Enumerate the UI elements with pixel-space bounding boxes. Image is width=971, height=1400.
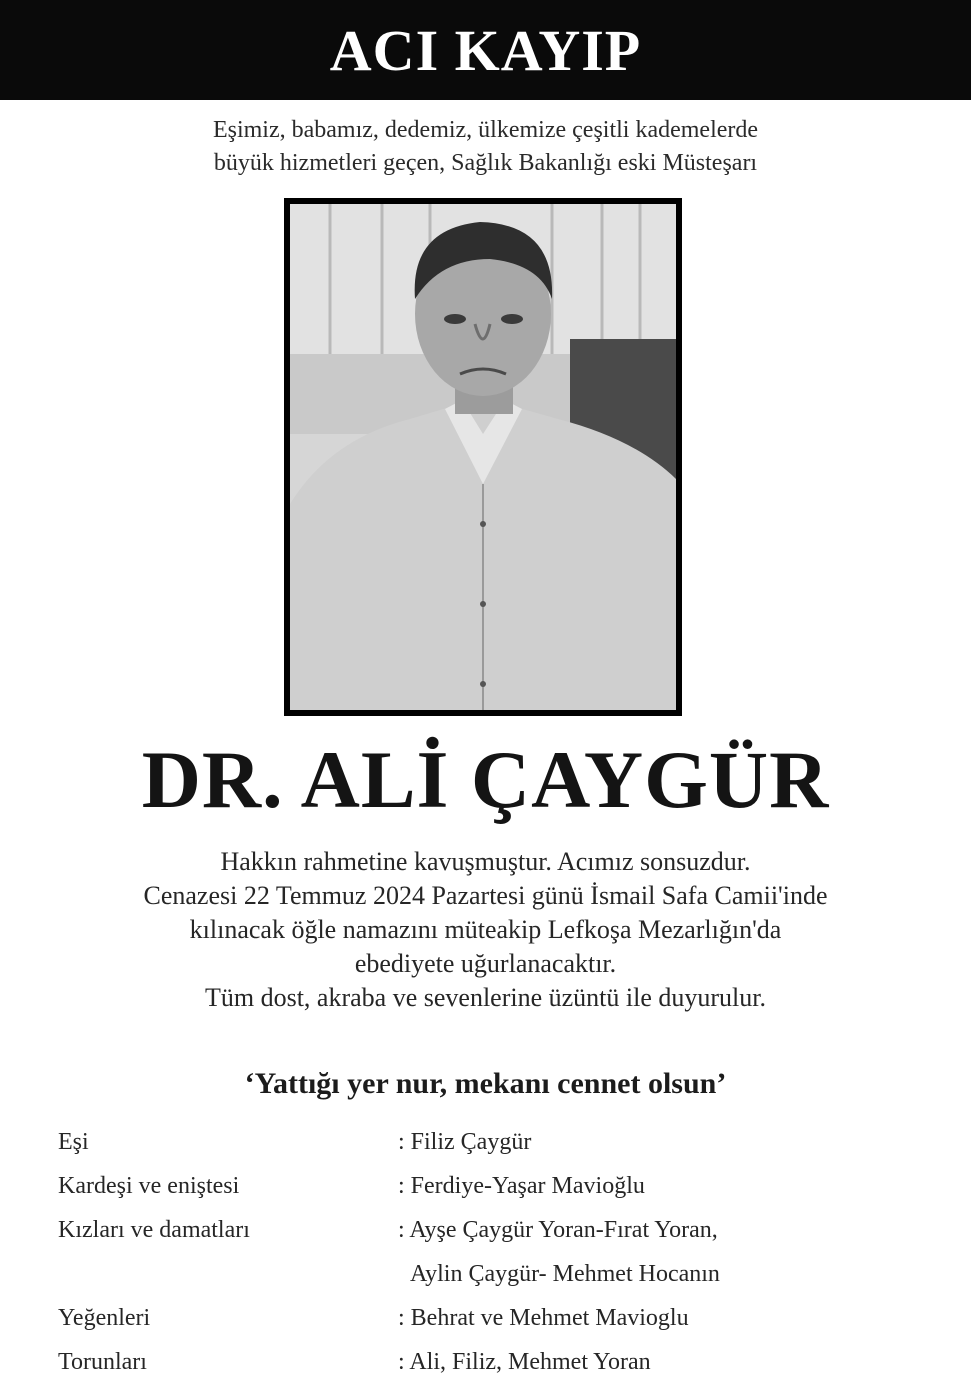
family-value: : Filiz Çaygür	[398, 1129, 532, 1155]
prayer-quote: ‘Yattığı yer nur, mekanı cennet olsun’	[244, 1067, 727, 1100]
family-value: : Behrat ve Mehmet Mavioglu	[398, 1305, 689, 1331]
family-label: Eşi	[58, 1129, 89, 1155]
portrait-frame	[284, 198, 682, 716]
family-value: : Ferdiye-Yaşar Mavioğlu	[398, 1173, 645, 1199]
announcement-line: Tüm dost, akraba ve sevenlerine üzüntü ile duyurulur.	[204, 983, 766, 1012]
header-banner	[0, 0, 971, 100]
family-row	[58, 1120, 938, 1164]
deceased-name: DR. ALİ ÇAYGÜR	[141, 734, 830, 825]
announcement-line: ebediyete uğurlanacaktır.	[354, 949, 617, 978]
family-list	[58, 1120, 938, 1384]
announcement-line: Hakkın rahmetine kavuşmuştur. Acımız sonsuzdur.	[220, 847, 751, 876]
family-row	[58, 1340, 938, 1384]
family-label: Yeğenleri	[58, 1305, 151, 1331]
family-label: Kardeşi ve eniştesi	[58, 1173, 240, 1199]
intro-text	[0, 114, 971, 180]
intro-line: Eşimiz, babamız, dedemiz, ülkemize çeşitli kademelerde	[212, 117, 759, 143]
family-label: Kızları ve damatları	[58, 1217, 250, 1243]
intro-line: büyük hizmetleri geçen, Sağlık Bakanlığı eski Müsteşarı	[213, 150, 758, 176]
family-label: Torunları	[58, 1349, 147, 1375]
announcement-text	[0, 845, 971, 1015]
family-value: Aylin Çaygür- Mehmet Hocanın	[410, 1261, 720, 1287]
family-row	[58, 1252, 938, 1296]
portrait-photo	[290, 204, 676, 710]
family-value: : Ayşe Çaygür Yoran-Fırat Yoran,	[398, 1217, 718, 1243]
family-row	[58, 1208, 938, 1252]
announcement-line: kılınacak öğle namazını müteakip Lefkoşa Mezarlığın'da	[189, 915, 782, 944]
family-row	[58, 1164, 938, 1208]
family-row	[58, 1296, 938, 1340]
header-title: ACI KAYIP	[329, 17, 642, 83]
family-value: : Ali, Filiz, Mehmet Yoran	[398, 1349, 651, 1375]
announcement-line: Cenazesi 22 Temmuz 2024 Pazartesi günü İsmail Safa Camii'inde	[143, 881, 828, 910]
